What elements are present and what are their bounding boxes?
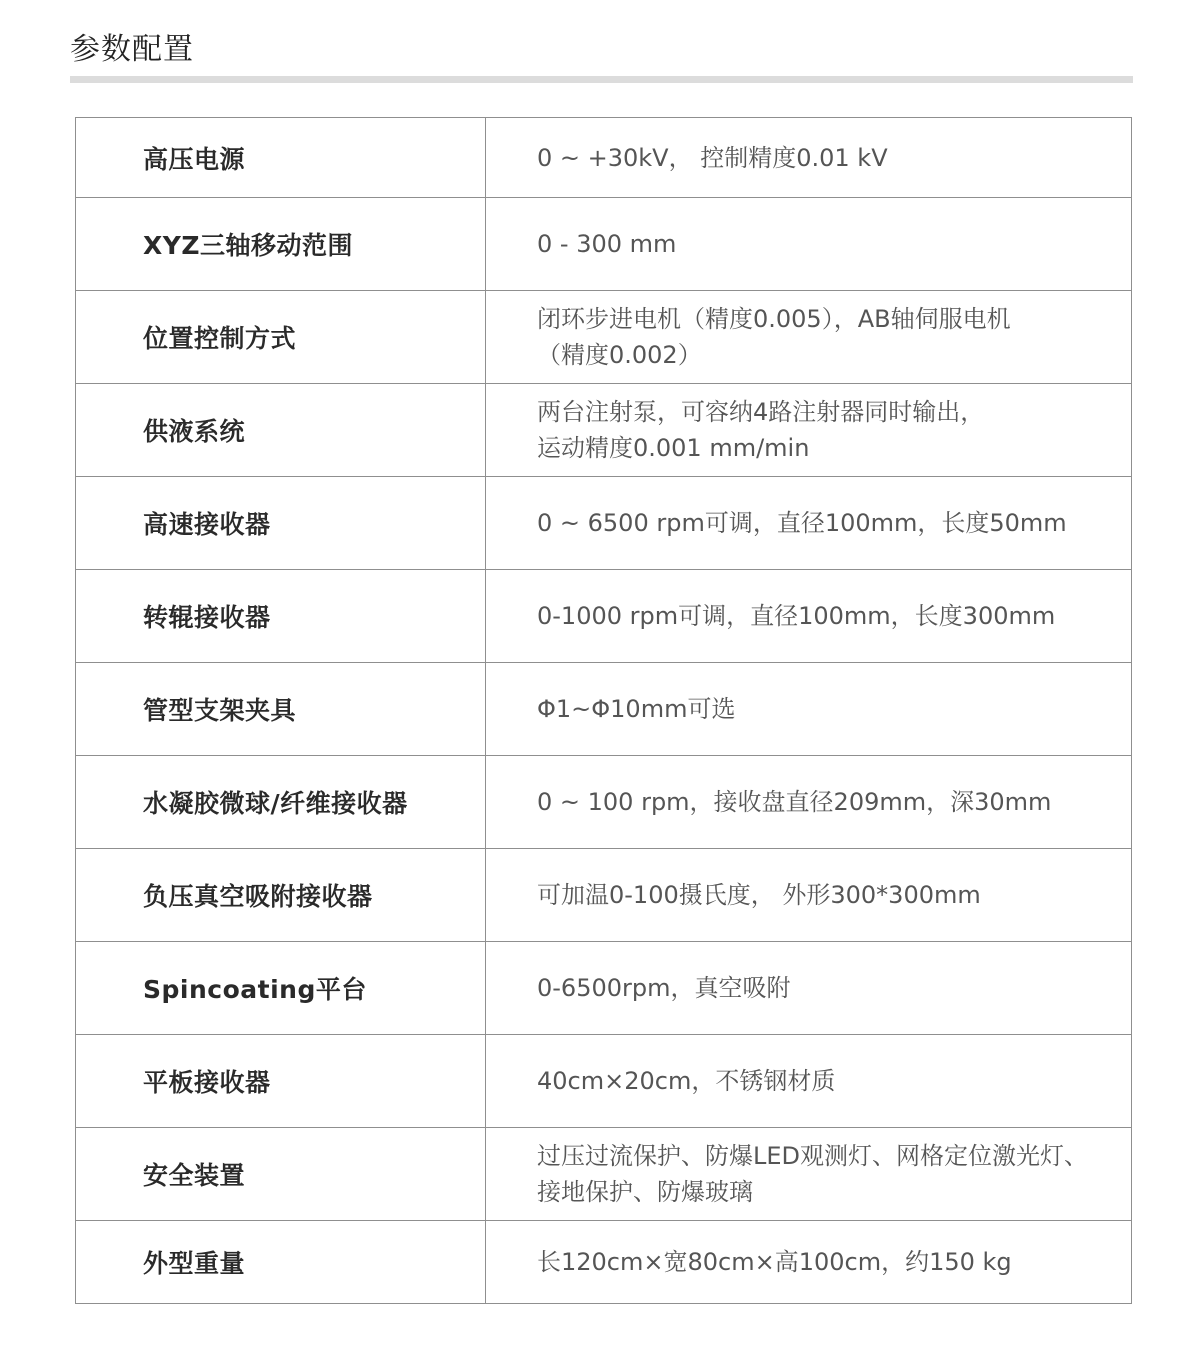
- spec-table-body: [76, 118, 1132, 1304]
- spec-value-line: 运动精度0.001 mm/min: [537, 434, 810, 462]
- spec-row: [76, 849, 1132, 942]
- spec-value: [486, 477, 1132, 570]
- spec-value-line: 两台注射泵，可容纳4路注射器同时输出，: [537, 398, 985, 426]
- spec-value-line: 0 - 300 mm: [537, 230, 677, 258]
- spec-value: [486, 663, 1132, 756]
- spec-row: [76, 198, 1132, 291]
- spec-row: [76, 942, 1132, 1035]
- spec-row: [76, 1221, 1132, 1304]
- spec-value-line: 闭环步进电机（精度0.005），AB轴伺服电机: [537, 305, 1011, 333]
- spec-label: 负压真空吸附接收器: [76, 849, 486, 942]
- spec-row: [76, 384, 1132, 477]
- spec-value-line: 0 ~ 6500 rpm可调，直径100mm，长度50mm: [537, 509, 1067, 537]
- spec-label: 外型重量: [76, 1221, 486, 1304]
- spec-value: [486, 118, 1132, 198]
- spec-label: 转辊接收器: [76, 570, 486, 663]
- spec-label: 高速接收器: [76, 477, 486, 570]
- spec-label: Spincoating平台: [76, 942, 486, 1035]
- spec-row: [76, 663, 1132, 756]
- spec-value: [486, 1221, 1132, 1304]
- spec-label: 管型支架夹具: [76, 663, 486, 756]
- spec-row: [76, 477, 1132, 570]
- spec-value: [486, 570, 1132, 663]
- spec-value: [486, 849, 1132, 942]
- spec-value: [486, 198, 1132, 291]
- spec-value: [486, 291, 1132, 384]
- spec-row: [76, 118, 1132, 198]
- spec-value: [486, 384, 1132, 477]
- spec-value-line: 0 ~ 100 rpm，接收盘直径209mm，深30mm: [537, 788, 1052, 816]
- spec-value-line: 40cm×20cm，不锈钢材质: [537, 1067, 836, 1095]
- spec-value-line: （精度0.002）: [537, 341, 702, 369]
- spec-value: [486, 1035, 1132, 1128]
- spec-value-line: 长120cm×宽80cm×高100cm，约150 kg: [537, 1248, 1012, 1276]
- spec-value-line: Φ1~Φ10mm可选: [537, 695, 736, 723]
- spec-value-line: 0-1000 rpm可调，直径100mm，长度300mm: [537, 602, 1056, 630]
- spec-row: [76, 1035, 1132, 1128]
- spec-label: 平板接收器: [76, 1035, 486, 1128]
- spec-label: 水凝胶微球/纤维接收器: [76, 756, 486, 849]
- spec-value: [486, 756, 1132, 849]
- spec-value: [486, 1128, 1132, 1221]
- spec-value: [486, 942, 1132, 1035]
- title-divider: [70, 76, 1133, 83]
- spec-row: [76, 756, 1132, 849]
- spec-row: [76, 1128, 1132, 1221]
- spec-value-line: 过压过流保护、防爆LED观测灯、网格定位激光灯、: [537, 1142, 1089, 1170]
- spec-row: [76, 570, 1132, 663]
- spec-value-line: 0-6500rpm，真空吸附: [537, 974, 791, 1002]
- spec-value-line: 接地保护、防爆玻璃: [537, 1178, 753, 1206]
- spec-label: XYZ三轴移动范围: [76, 198, 486, 291]
- spec-value-line: 可加温0-100摄氏度， 外形300*300mm: [537, 881, 981, 909]
- spec-table: [75, 117, 1132, 1304]
- section-title: 参数配置: [70, 32, 194, 67]
- spec-label: 高压电源: [76, 118, 486, 198]
- spec-value-line: 0 ~ +30kV， 控制精度0.01 kV: [537, 143, 888, 172]
- spec-label: 安全装置: [76, 1128, 486, 1221]
- spec-row: [76, 291, 1132, 384]
- spec-label: 位置控制方式: [76, 291, 486, 384]
- spec-label: 供液系统: [76, 384, 486, 477]
